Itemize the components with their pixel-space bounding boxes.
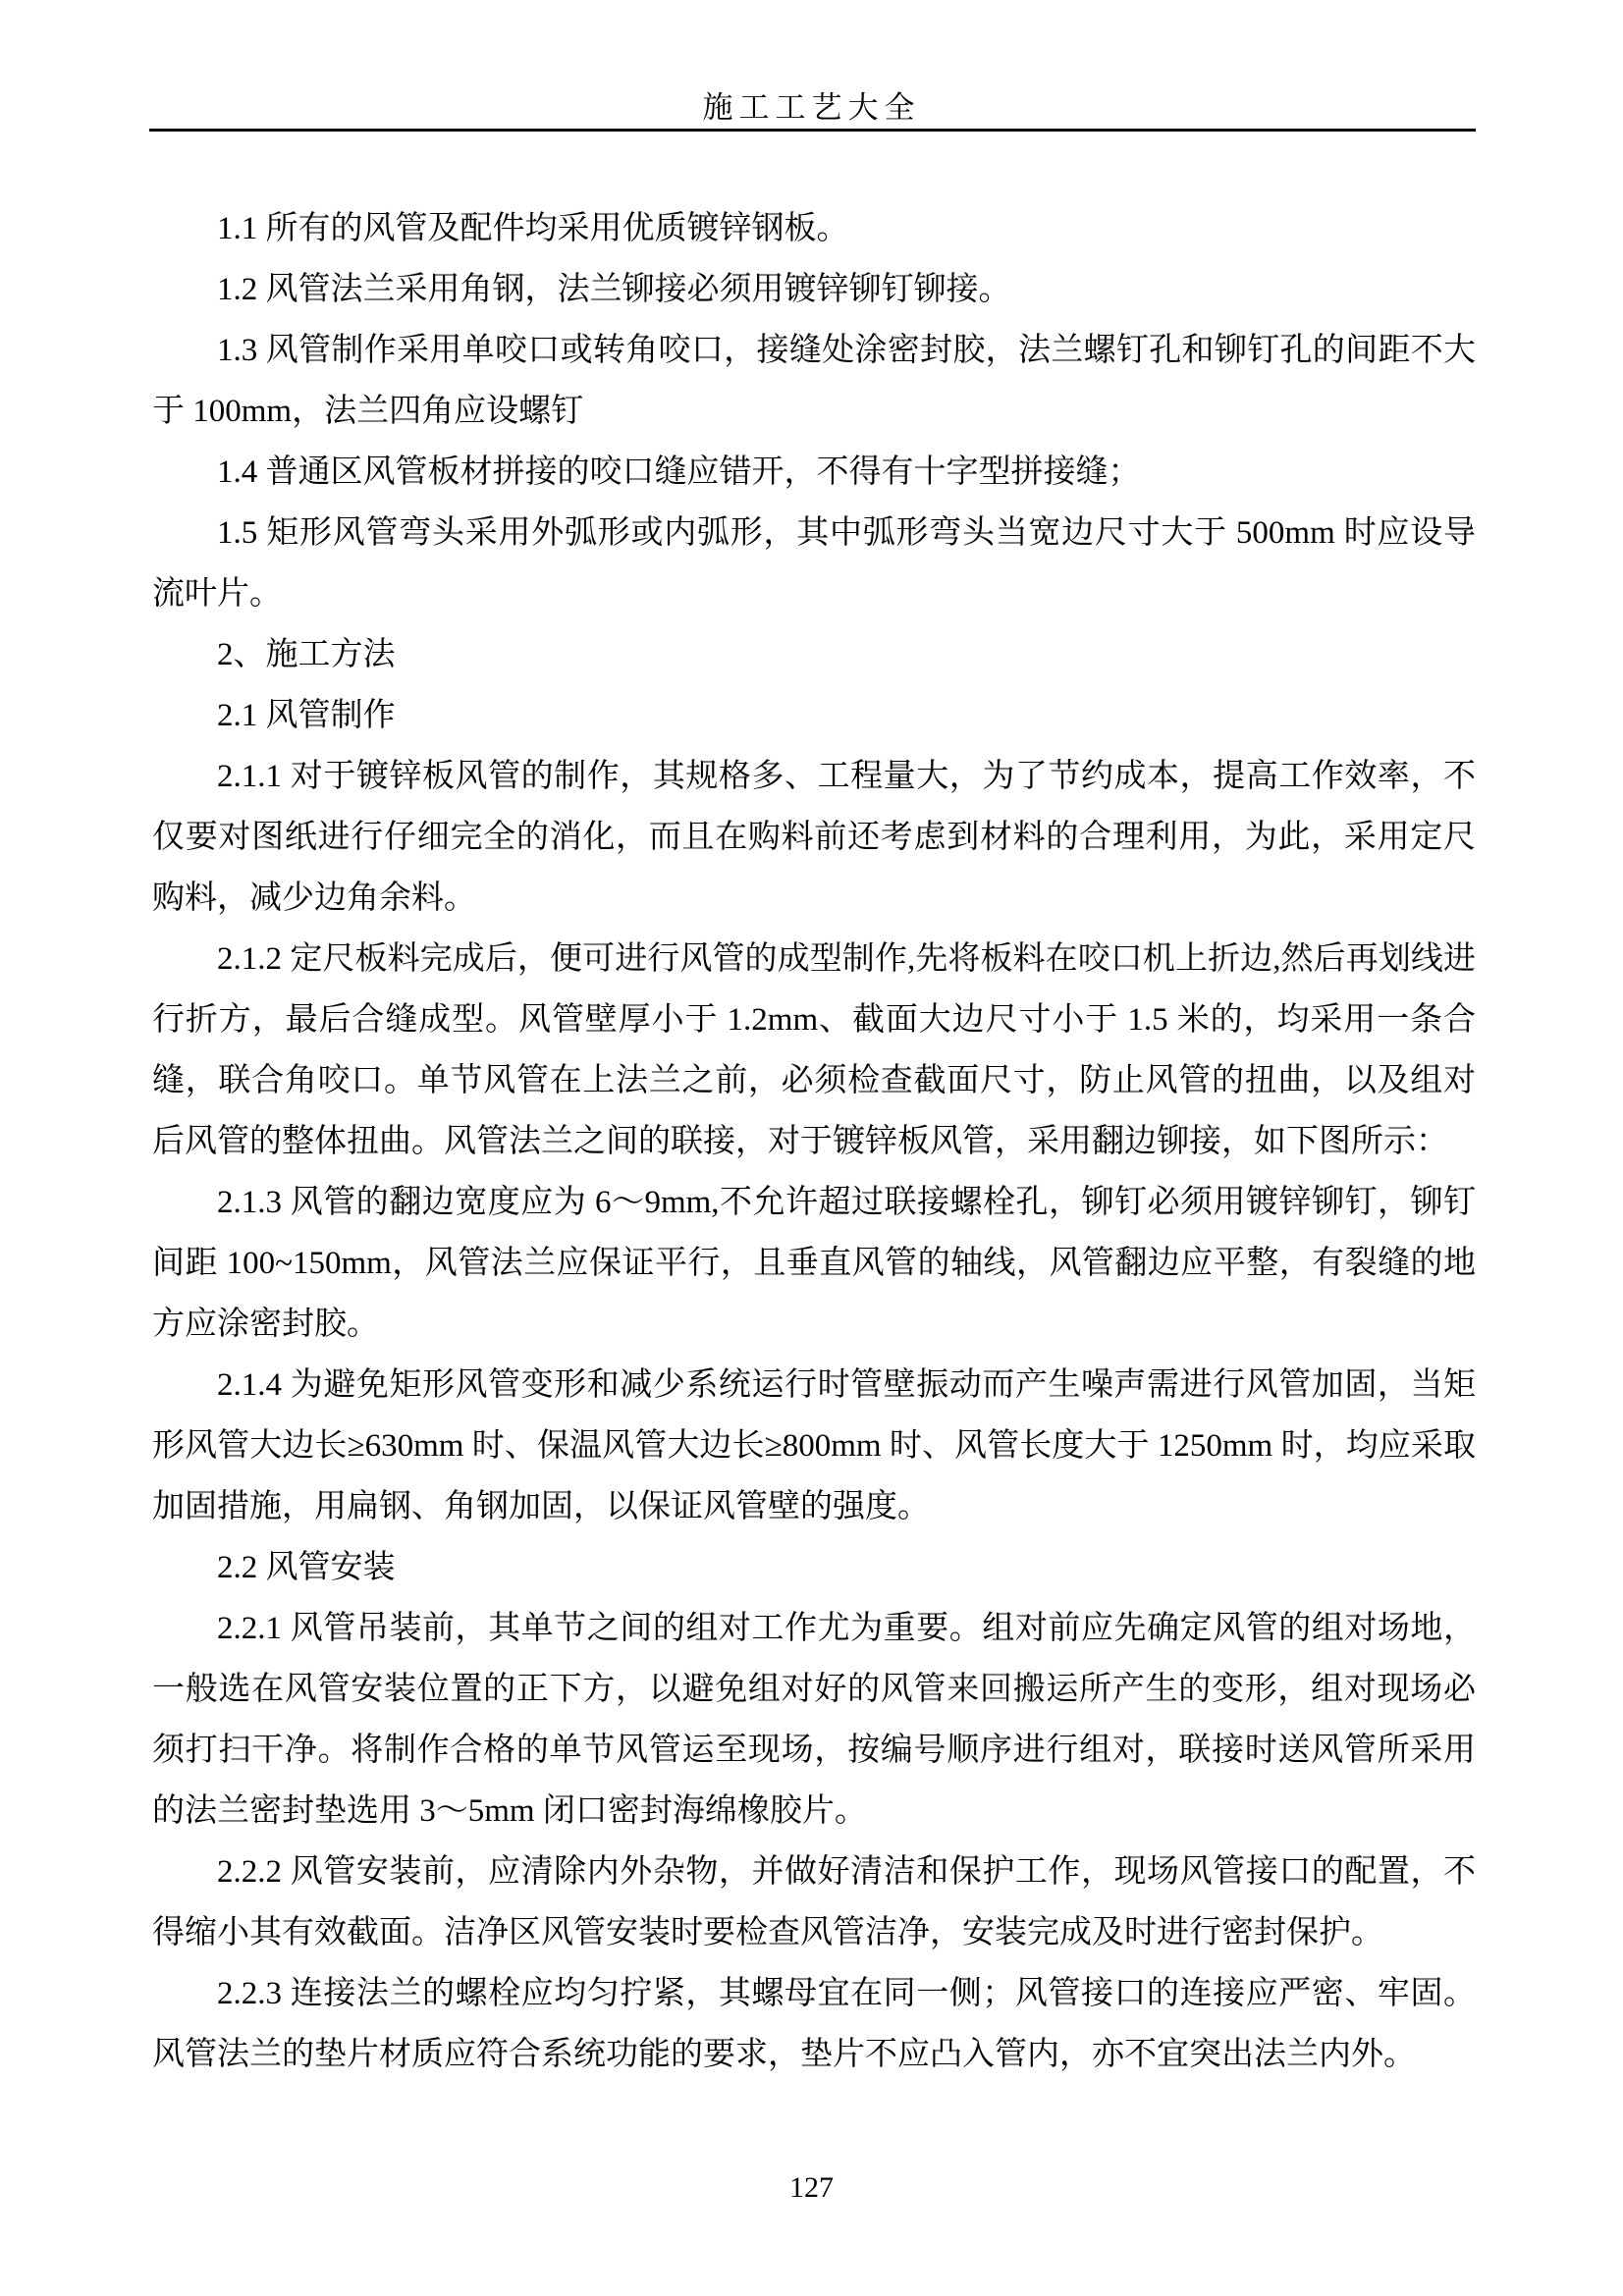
paragraph: 2.1.1 对于镀锌板风管的制作，其规格多、工程量大，为了节约成本，提高工作效率，不仅要对图纸进行仔细完全的消化，而且在购料前还考虑到材料的合理利用，为此，采用定尺购料，减少边角余料。 [152, 759, 1476, 916]
paragraph: 1.3 风管制作采用单咬口或转角咬口，接缝处涂密封胶，法兰螺钉孔和铆钉孔的间距不大于 100mm，法兰四角应设螺钉 [152, 333, 1476, 429]
paragraph: 1.5 矩形风管弯头采用外弧形或内弧形，其中弧形弯头当宽边尺寸大于 500mm 时应设导流叶片。 [152, 515, 1476, 612]
header-rule [149, 129, 1476, 132]
paragraph: 2.1.4 为避免矩形风管变形和减少系统运行时管壁振动而产生噪声需进行风管加固，当矩形风管大边长≥630mm 时、保温风管大边长≥800mm 时、风管长度大于 1250mm 时，均应采取加固措施，用扁钢、角钢加固，以保证风管壁的强度。 [152, 1367, 1476, 1524]
paragraph: 2、施工方法 [217, 637, 396, 672]
paragraph: 2.2.2 风管安装前，应清除内外杂物，并做好清洁和保护工作，现场风管接口的配置，不得缩小其有效截面。洁净区风管安装时要检查风管洁净，安装完成及时进行密封保护。 [152, 1854, 1476, 1950]
header-title: 施工工艺大全 [702, 90, 921, 125]
paragraph: 1.2 风管法兰采用角钢，法兰铆接必须用镀锌铆钉铆接。 [217, 272, 1011, 307]
paragraph: 2.1.2 定尺板料完成后，便可进行风管的成型制作,先将板料在咬口机上折边,然后再划线进行折方，最后合缝成型。风管壁厚小于 1.2mm、截面大边尺寸小于 1.5 米的，均采用一条合缝，联合角咬口。单节风管在上法兰之前，必须检查截面尺寸，防止风管的扭曲，以及组对后风管的整体扭曲。风管法兰之间的联接，对于镀锌板风管，采用翻边铆接，如下图所示： [152, 941, 1476, 1159]
paragraph: 2.2.3 连接法兰的螺栓应均匀拧紧，其螺母宜在同一侧；风管接口的连接应严密、牢固。风管法兰的垫片材质应符合系统功能的要求，垫片不应凸入管内，亦不宜突出法兰内外。 [152, 1976, 1476, 2072]
paragraph: 2.2.1 风管吊装前，其单节之间的组对工作尤为重要。组对前应先确定风管的组对场地，一般选在风管安装位置的正下方，以避免组对好的风管来回搬运所产生的变形，组对现场必须打扫干净。将制作合格的单节风管运至现场，按编号顺序进行组对，联接时送风管所采用的法兰密封垫选用 3～5mm 闭口密封海绵橡胶片。 [152, 1611, 1476, 1829]
paragraph: 2.2 风管安装 [217, 1550, 396, 1585]
page-footer [0, 2171, 1623, 2205]
paragraph: 2.1 风管制作 [217, 698, 396, 733]
page-number: 127 [789, 2171, 834, 2204]
paragraph: 1.4 普通区风管板材拼接的咬口缝应错开，不得有十字型拼接缝； [217, 454, 1141, 490]
paragraph: 1.1 所有的风管及配件均采用优质镀锌钢板。 [217, 211, 849, 246]
page-header [0, 82, 1623, 127]
document-body [152, 198, 1476, 2085]
paragraph: 2.1.3 风管的翻边宽度应为 6～9mm,不允许超过联接螺栓孔，铆钉必须用镀锌铆钉，铆钉间距 100~150mm，风管法兰应保证平行，且垂直风管的轴线，风管翻边应平整，有裂缝的地方应涂密封胶。 [152, 1185, 1476, 1342]
